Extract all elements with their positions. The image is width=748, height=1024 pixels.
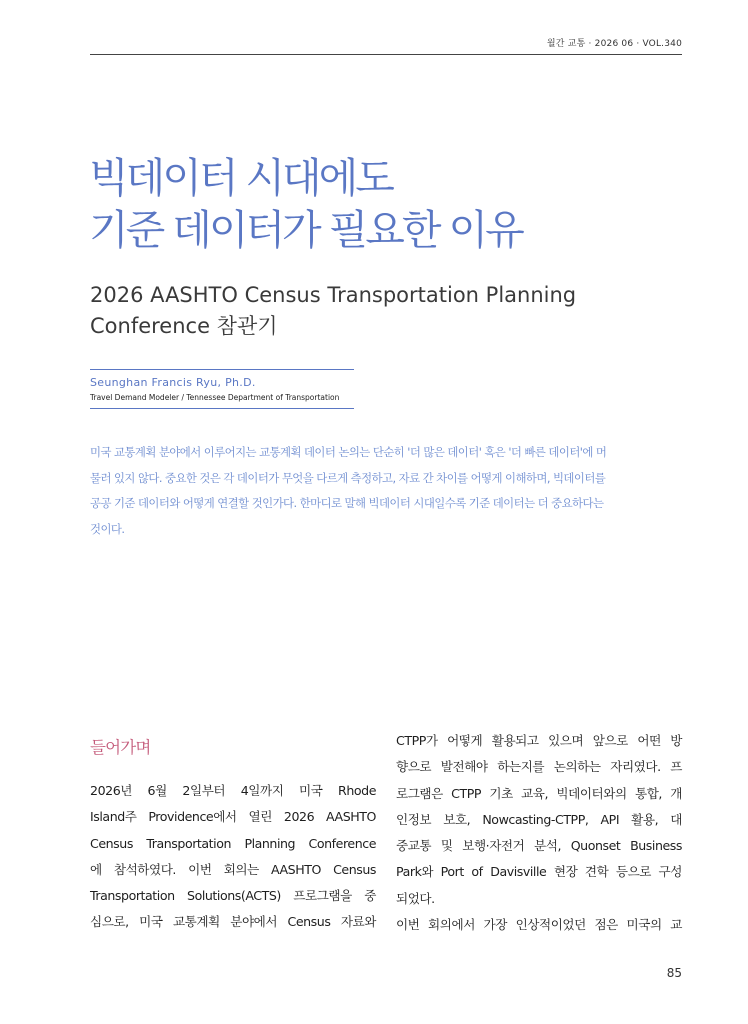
body-line: Island주 Providence에서 열린 2026 AASHTO [90, 809, 376, 825]
body-line: Park와 Port of Davisville 현장 견학 등으로 구성 [396, 864, 682, 880]
issue-info: 월간 교통 · 2026 06 · VOL.340 [546, 39, 682, 49]
body-line: 에 참석하였다. 이번 회의는 AASHTO Census [90, 861, 376, 877]
article-subtitle [90, 280, 670, 342]
header-divider [90, 54, 682, 55]
article-title-line: 빅데이터 시대에도 [89, 154, 392, 202]
author-affiliation: Travel Demand Modeler / Tennessee Department of Transportation [90, 393, 340, 402]
body-line: 중교통 및 보행·자전거 분석, Quonset Business [396, 838, 682, 854]
abstract-line: 것이다. [90, 521, 125, 536]
abstract-line: 미국 교통계획 분야에서 이루어지는 교통계획 데이터 논의는 단순히 '더 많은 데이터' 혹은 '더 빠른 데이터'에 머 [90, 445, 607, 459]
body-line: Transportation Solutions(ACTS) 프로그램을 중 [90, 888, 376, 904]
author-divider-bottom [90, 408, 354, 409]
body-line: 심으로, 미국 교통계획 분야에서 Census 자료와 [90, 914, 376, 930]
author-divider-top [90, 369, 354, 370]
body-line: 향으로 발전해야 하는지를 논의하는 자리였다. 프 [396, 759, 682, 775]
article-title-line: 기준 데이터가 필요한 이유 [89, 206, 522, 254]
article-subtitle-line: Conference 참관기 [90, 314, 278, 338]
abstract-line: 물러 있지 않다. 중요한 것은 각 데이터가 무엇을 다르게 측정하고, 자료 간 차이를 어떻게 이해하며, 빅데이터를 [90, 470, 606, 485]
body-line: CTPP가 어떻게 활용되고 있으며 앞으로 어떤 방 [396, 733, 682, 748]
body-line: 되었다. [396, 890, 435, 906]
body-line: 인정보 보호, Nowcasting-CTPP, API 활용, 대 [396, 811, 682, 827]
page-number: 85 [666, 966, 682, 980]
article-subtitle-line: 2026 AASHTO Census Transportation Planning [90, 283, 577, 307]
section-heading: 들어가며 [90, 738, 151, 757]
body-column-right [396, 728, 682, 938]
body-line: 이번 회의에서 가장 인상적이었던 점은 미국의 교 [396, 917, 682, 933]
article-title [89, 152, 689, 256]
body-line: Census Transportation Planning Conference [90, 835, 376, 851]
article-abstract [90, 440, 682, 542]
body-line: 로그램은 CTPP 기초 교육, 빅데이터와의 통합, 개 [396, 785, 682, 801]
body-column-left [90, 778, 376, 936]
body-line: 2026년 6월 2일부터 4일까지 미국 Rhode [90, 783, 376, 798]
author-name: Seunghan Francis Ryu, Ph.D. [90, 376, 256, 389]
abstract-line: 공공 기준 데이터와 어떻게 연결할 것인가다. 한마디로 말해 빅데이터 시대일수록 기준 데이터는 더 중요하다는 [90, 496, 604, 510]
